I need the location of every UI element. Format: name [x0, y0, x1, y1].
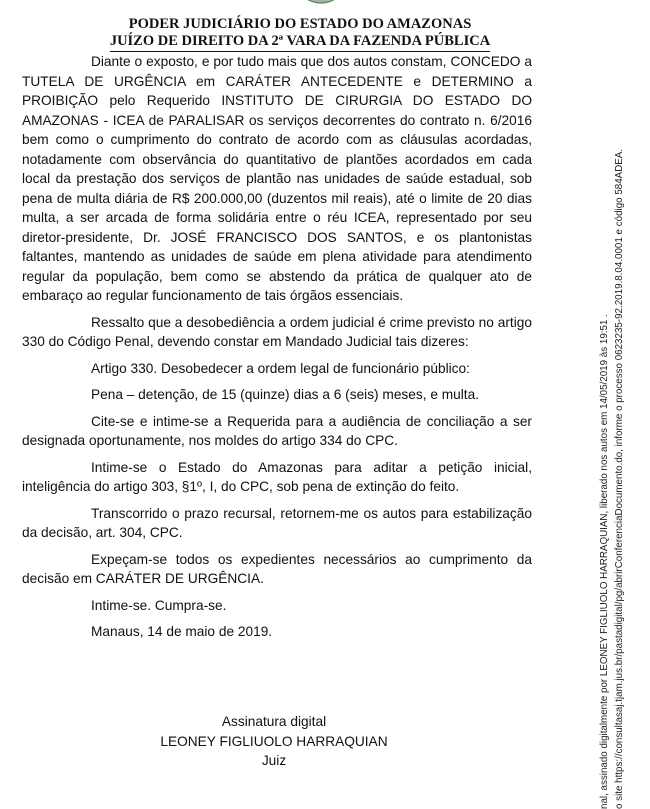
appeal-period-paragraph: Transcorrido o prazo recursal, retornem-me os autos para estabilização da decisão, art. 304, CPC. — [22, 505, 532, 540]
coat-of-arms-emblem — [298, 0, 344, 6]
place-date: Manaus, 14 de maio de 2019. — [91, 624, 273, 639]
signature-note-line: nal, assinado digitalmente por LEONEY FIGLIUOLO HARRAQUIAN, liberado nos autos em 14/05/2019 às 19:51 . — [599, 314, 610, 809]
signature-block — [144, 712, 404, 771]
amend-petition-paragraph: Intime-se o Estado do Amazonas para aditar a petição inicial, inteligência do artigo 303, §1º, I, do CPC, sob pena de extinção do feito. — [22, 459, 532, 494]
judge-name: LEONEY FIGLIUOLO HARRAQUIAN — [160, 733, 388, 749]
document-header — [0, 16, 600, 52]
quoted-article: Artigo 330. Desobedecer a ordem legal de funcionário público: — [91, 360, 470, 376]
decision-body — [22, 52, 532, 642]
signature-label: Assinatura digital — [221, 714, 327, 729]
digital-signature-note — [597, 9, 647, 809]
urgency-paragraph: Expeçam-se todos os expedientes necessários ao cumprimento da decisão em CARÁTER DE URGÊNCIA. — [22, 551, 532, 586]
court-name: PODER JUDICIÁRIO DO ESTADO DO AMAZONAS — [128, 16, 472, 32]
verification-note-line: o site https://consultasaj.tjam.jus.br/pastadigital/pg/abrirConferenciaDocumento.do, informe o processo 0623235-92.2019.8.04.0001 e código 584ADEA. — [614, 148, 625, 809]
quoted-penalty: Pena – detenção, de 15 (quinze) dias a 6 (seis) meses, e multa. — [91, 387, 480, 402]
decision-paragraph: Diante o exposto, e por tudo mais que dos autos constam, CONCEDO a TUTELA DE URGÊNCIA em CARÁTER ANTECEDENTE e DETERMINO a PROIBIÇÃO pelo Requerido INSTITUTO DE CIRURGIA DO ESTADO DO AMAZONAS - ICEA de PARALISAR os serviços decorrentes do contrato n. 6/2016 bem como o cumprimento do contrato de acordo com as cláusulas acordadas, notadamente com observância do quantitativo de plantões acordados em cada local da prestação dos serviços de plantão nas unidades de saúde estadual, sob pena de multa diária de R$ 200.000,00 (duzentos mil reais), até o limite de 20 dias multa, a ser arcada de forma solidária entre o réu ICEA, representado por seu diretor-presidente, Dr. JOSÉ FRANCISCO DOS SANTOS, e os plantonistas faltantes, mantendo as unidades de saúde em plena atividade para atendimento regular da população, bem como se abstendo da prática de qualquer ato de embaraço ao regular funcionamento de tais órgãos essenciais. — [22, 54, 532, 303]
judge-role: Juiz — [261, 753, 287, 768]
notify-line: Intime-se. Cumpra-se. — [91, 597, 227, 613]
citation-paragraph: Cite-se e intime-se a Requerida para a audiência de conciliação a ser designada oportunamente, nos moldes do artigo 334 do CPC. — [22, 413, 532, 448]
warning-paragraph: Ressalto que a desobediência a ordem judicial é crime previsto no artigo 330 do Código Penal, devendo constar em Mandado Judicial tais dizeres: — [22, 314, 532, 349]
court-division: JUÍZO DE DIREITO DA 2ª VARA DA FAZENDA PÚBLICA — [110, 33, 490, 52]
